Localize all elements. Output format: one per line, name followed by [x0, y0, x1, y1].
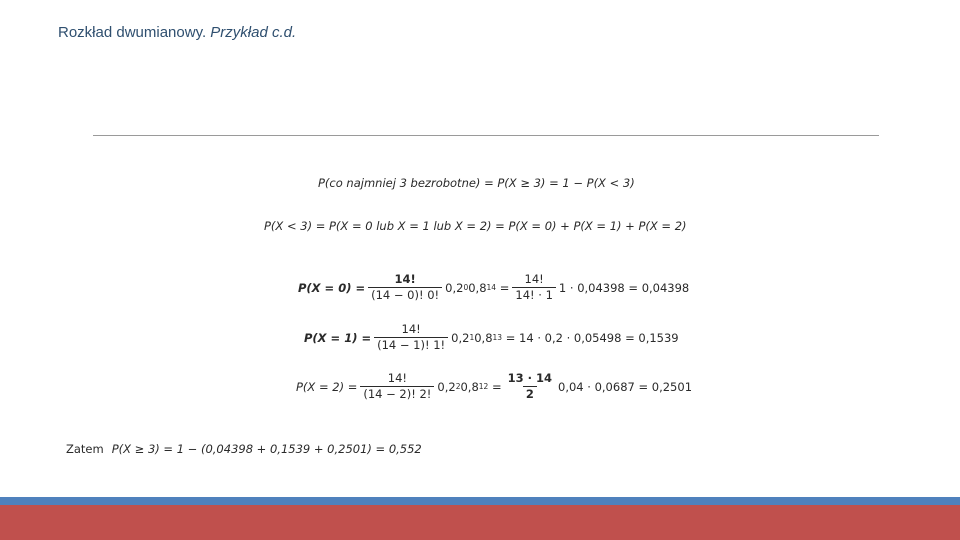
- equation-x2-tail: 0,04 · 0,0687 = 0,2501: [558, 379, 693, 394]
- slide-title: [58, 24, 296, 41]
- equation-x1-tail: = 14 · 0,2 · 0,05498 = 0,1539: [505, 330, 679, 345]
- equation-x2-base-a: 0,2: [437, 379, 456, 394]
- equation-x1-fraction-1: [374, 322, 448, 353]
- equation-x1-lhs: P(X = 1) =: [304, 330, 372, 345]
- equation-at-least-three-lhs: P(co najmniej 3 bezrobotne): [318, 176, 481, 190]
- equation-x2-lhs: P(X = 2) =: [296, 379, 358, 394]
- equation-x-equals-2: [296, 371, 692, 402]
- slide-title-italic: Przykład c.d.: [210, 24, 297, 41]
- equation-x2-base-b: 0,8: [460, 379, 479, 394]
- footer-red-band: [0, 505, 960, 540]
- equation-at-least-three: [318, 176, 635, 190]
- equation-x1-base-a: 0,2: [451, 330, 470, 345]
- equation-less-than-three-text: P(X < 3) = P(X = 0 lub X = 1 lub X = 2) = P(X = 0) + P(X = 1) + P(X = 2): [264, 219, 687, 233]
- equation-x2-equals: =: [491, 379, 502, 394]
- equation-x-equals-1: [304, 322, 679, 353]
- equation-x2-fraction-2: [505, 371, 555, 402]
- equation-at-least-three-rhs: = P(X ≥ 3) = 1 − P(X < 3): [484, 176, 635, 190]
- equation-x0-base-a: 0,2: [445, 280, 464, 295]
- equation-x0-exp-b: 14: [486, 283, 497, 292]
- slide-title-main: Rozkład dwumianowy.: [58, 24, 207, 41]
- equation-x2-exp-a: 2: [455, 382, 461, 391]
- divider-line: [93, 135, 879, 136]
- equation-x0-frac2-den: 14! · 1: [512, 287, 556, 303]
- equation-x2-frac2-num: 13 · 14: [507, 371, 553, 385]
- equation-x0-fraction-2: [512, 272, 556, 303]
- equation-x0-equals: =: [499, 280, 510, 295]
- equation-x2-frac2-den: 2: [523, 386, 537, 402]
- equation-x0-lhs: P(X = 0) =: [298, 280, 366, 295]
- equation-conclusion: [66, 442, 422, 456]
- equation-x0-frac1-num: 14!: [394, 272, 416, 286]
- equation-x0-fraction-1: [368, 272, 442, 303]
- equation-x1-frac1-num: 14!: [401, 322, 421, 336]
- equation-x2-frac1-den: (14 − 2)! 2!: [360, 386, 434, 402]
- equation-x2-fraction-1: [360, 371, 434, 402]
- equation-x0-tail: 1 · 0,04398 = 0,04398: [558, 280, 690, 295]
- equation-x1-frac1-den: (14 − 1)! 1!: [374, 337, 448, 353]
- equation-less-than-three: [264, 219, 687, 233]
- equation-x1-exp-b: 13: [492, 333, 503, 342]
- conclusion-text: P(X ≥ 3) = 1 − (0,04398 + 0,1539 + 0,2501) = 0,552: [111, 442, 422, 456]
- equation-x0-frac2-num: 14!: [524, 272, 544, 286]
- footer-blue-stripe: [0, 497, 960, 505]
- equation-x0-exp-a: 0: [463, 283, 469, 292]
- equation-x2-exp-b: 12: [478, 382, 489, 391]
- equation-x1-exp-a: 1: [469, 333, 475, 342]
- conclusion-word: Zatem: [66, 442, 104, 456]
- equation-x1-base-b: 0,8: [474, 330, 493, 345]
- equation-x-equals-0: [298, 272, 689, 303]
- equation-x0-frac1-den: (14 − 0)! 0!: [368, 287, 442, 303]
- equation-x2-frac1-num: 14!: [387, 371, 407, 385]
- equation-x0-base-b: 0,8: [468, 280, 487, 295]
